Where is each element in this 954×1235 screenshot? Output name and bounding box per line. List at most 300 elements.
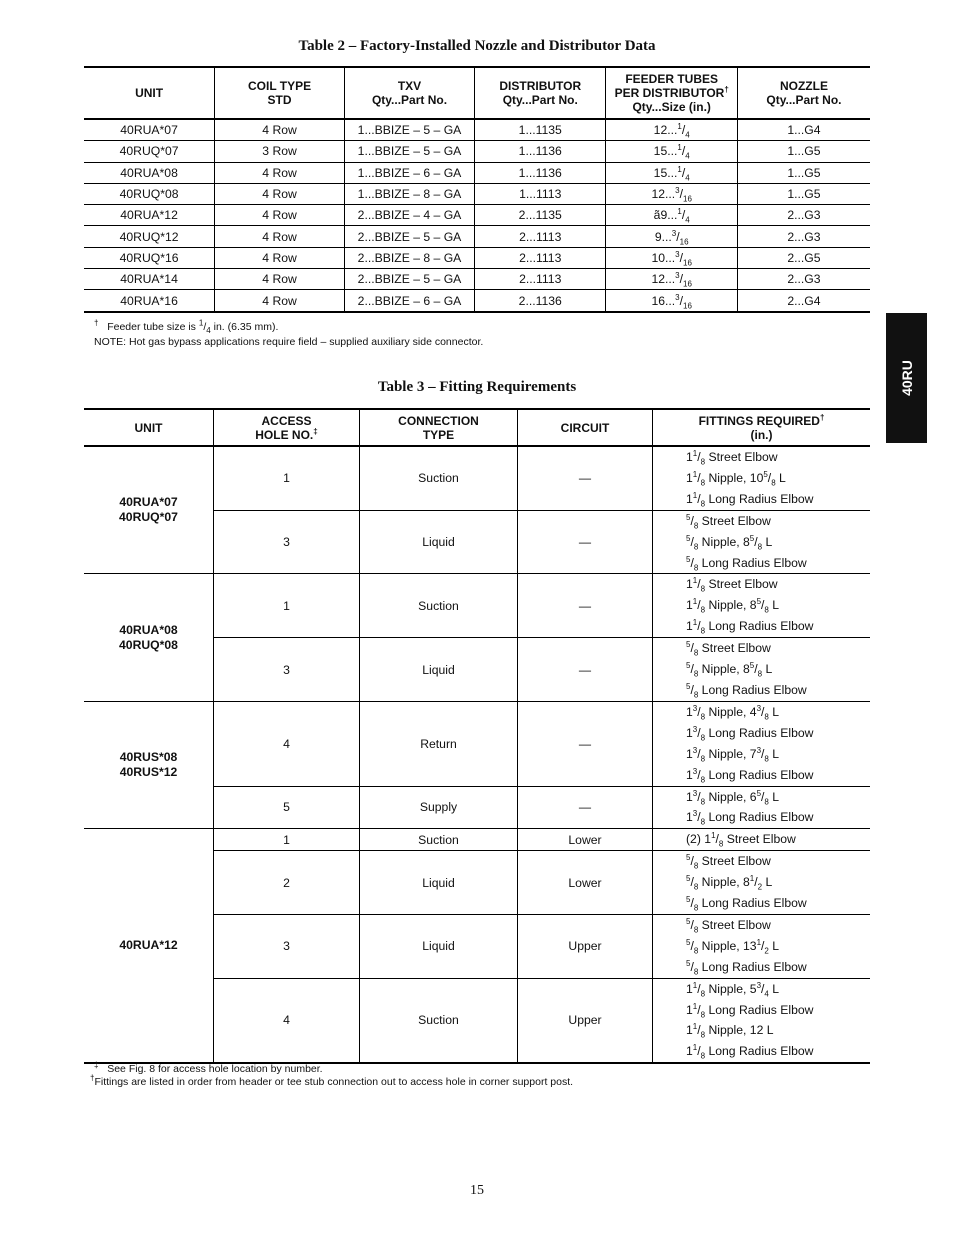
col-feeder-tubes: FEEDER TUBES PER DISTRIBUTOR† Qty...Size (in.) bbox=[606, 67, 737, 119]
fraction-denominator: 8 bbox=[693, 669, 699, 679]
cell-circuit: — bbox=[518, 786, 653, 829]
page-number: 15 bbox=[470, 1183, 484, 1198]
fitting-description: Long Radius Elbow bbox=[698, 555, 807, 570]
cell-feeder-tubes: $12...^1/_4$ bbox=[606, 119, 737, 141]
cell-feeder-tubes: $15...^1/_4$ bbox=[606, 162, 737, 183]
feeder-count: 12... bbox=[651, 272, 676, 287]
fraction-numerator: 1 bbox=[677, 164, 682, 174]
cell-nozzle: 2...G3 bbox=[737, 205, 870, 226]
cell-fittings bbox=[653, 978, 871, 1063]
fraction-numerator: 5 bbox=[686, 661, 691, 670]
fitting-item: (2) $1^1/_8$ Street Elbow bbox=[686, 831, 796, 849]
fraction-numerator: 1 bbox=[756, 937, 762, 947]
cell-txv: 2...BBIZE – 5 – GA bbox=[344, 226, 474, 247]
cell-txv: 2...BBIZE – 8 – GA bbox=[344, 247, 474, 268]
fraction-numerator: 1 bbox=[749, 874, 755, 884]
cell-circuit: — bbox=[518, 446, 653, 510]
cell-connection-type: Liquid bbox=[360, 638, 518, 702]
cell-unit: 40RUQ*12 bbox=[84, 226, 215, 247]
table2-header-row bbox=[84, 67, 870, 119]
fitting-item: $^5/_8$ Nipple, $8^1/_2$ L bbox=[686, 874, 773, 892]
fraction-numerator: 3 bbox=[675, 292, 680, 302]
fitting-description: Street Elbow bbox=[698, 917, 771, 932]
table-row bbox=[84, 829, 870, 851]
fitting-item: $1^3/_8$ Nipple, $7^3/_8$ L bbox=[686, 745, 780, 764]
fraction-denominator: 8 bbox=[771, 478, 776, 488]
fraction-numerator: 3 bbox=[692, 766, 698, 776]
fraction-denominator: 8 bbox=[700, 796, 706, 806]
fitting-description: Nipple, 8 bbox=[698, 534, 750, 549]
fitting-description: Nipple, 8 bbox=[705, 598, 757, 613]
fraction-numerator: 3 bbox=[692, 788, 698, 798]
fitting-description: Long Radius Elbow bbox=[705, 725, 814, 740]
col-distributor: DISTRIBUTOR Qty...Part No. bbox=[475, 67, 606, 119]
fitting-description: Nipple, 10 bbox=[705, 470, 764, 485]
cell-unit: 40RUA*12 bbox=[84, 205, 215, 226]
fitting-description: Long Radius Elbow bbox=[705, 1044, 814, 1059]
cell-coil-type: 4 Row bbox=[215, 226, 345, 247]
fitting-description: Nipple, 12 L bbox=[705, 1023, 774, 1038]
cell-feeder-tubes: $10...^3/_{16}$ bbox=[606, 247, 737, 268]
fraction-denominator: 8 bbox=[757, 669, 763, 679]
fraction-numerator: 5 bbox=[763, 469, 768, 479]
cell-connection-type: Liquid bbox=[360, 510, 518, 574]
fraction-numerator: 3 bbox=[756, 745, 762, 755]
cell-distributor: 1...1136 bbox=[475, 162, 606, 183]
fraction-numerator: 5 bbox=[686, 937, 691, 947]
fitting-size-whole: 1 bbox=[686, 725, 693, 740]
fitting-item: $1^1/_8$ Long Radius Elbow bbox=[686, 618, 814, 636]
cell-unit: 40RUA*16 bbox=[120, 293, 178, 308]
fraction-numerator: 1 bbox=[677, 122, 682, 132]
cell-connection-type: Return bbox=[360, 701, 518, 786]
fitting-description: Street Elbow bbox=[705, 450, 778, 464]
fraction-numerator: 5 bbox=[686, 512, 691, 522]
fitting-size-whole: 1 bbox=[686, 767, 693, 782]
cell-feeder-tubes: $9...^3/_{16}$ bbox=[606, 226, 737, 247]
cell-nozzle: 1...G5 bbox=[737, 162, 870, 183]
fitting-length-unit: L bbox=[768, 704, 780, 719]
fitting-size-whole: 1 bbox=[686, 746, 693, 761]
feeder-count: 15... bbox=[653, 165, 678, 180]
fraction-numerator: 3 bbox=[692, 724, 698, 734]
unit-model: 40RUQ*08 bbox=[119, 637, 178, 652]
fitting-size-whole: 1 bbox=[686, 470, 693, 485]
fraction-denominator: 8 bbox=[693, 542, 699, 552]
fraction-denominator: 8 bbox=[700, 584, 706, 594]
cell-circuit: — bbox=[518, 701, 653, 786]
unit-model: 40RUA*12 bbox=[119, 938, 178, 953]
cell-fittings bbox=[653, 786, 871, 829]
fraction-denominator: 16 bbox=[683, 194, 692, 204]
fraction-numerator: 5 bbox=[686, 554, 691, 564]
fitting-size-whole: 1 bbox=[686, 619, 693, 634]
fraction-numerator: 5 bbox=[686, 894, 691, 904]
fitting-length-unit: L bbox=[768, 598, 780, 613]
fitting-size-whole: (2) 1 bbox=[686, 832, 712, 847]
cell-unit bbox=[84, 829, 214, 1063]
fraction-denominator: 8 bbox=[700, 605, 706, 615]
cell-coil-type: 3 Row bbox=[215, 141, 345, 162]
fitting-length-unit: L bbox=[762, 534, 773, 549]
cell-distributor: 1...1113 bbox=[475, 183, 606, 204]
cell-connection-type: Suction bbox=[360, 446, 518, 510]
fraction-denominator: 8 bbox=[700, 817, 706, 827]
cell-nozzle: 1...G5 bbox=[737, 141, 870, 162]
fitting-description: Street Elbow bbox=[698, 641, 771, 656]
fitting-item: $^5/_8$ Long Radius Elbow bbox=[686, 894, 807, 913]
feeder-count: 16... bbox=[651, 293, 676, 308]
cell-connection-type: Suction bbox=[360, 978, 518, 1063]
fraction-denominator: 8 bbox=[693, 967, 699, 977]
fraction-numerator: 1 bbox=[677, 143, 682, 153]
cell-access-hole: 3 bbox=[214, 638, 360, 702]
fraction-numerator: 1 bbox=[692, 1022, 698, 1032]
cell-txv: 2...BBIZE – 4 – GA bbox=[344, 205, 474, 226]
fitting-item: $1^1/_8$ Nipple, $10^5/_8$ L bbox=[686, 469, 786, 488]
fitting-size-whole: 1 bbox=[686, 789, 693, 804]
fitting-description: Long Radius Elbow bbox=[705, 619, 814, 634]
cell-fittings bbox=[653, 914, 871, 978]
fraction-denominator: 8 bbox=[700, 989, 706, 999]
cell-circuit: — bbox=[518, 574, 653, 638]
fitting-length-unit: L bbox=[768, 789, 780, 804]
cell-circuit: — bbox=[518, 638, 653, 702]
fraction-denominator: 16 bbox=[683, 279, 692, 289]
cell-connection-type: Liquid bbox=[360, 851, 518, 915]
cell-nozzle: 2...G3 bbox=[737, 226, 870, 247]
col-unit: UNIT bbox=[84, 67, 215, 119]
cell-circuit: Lower bbox=[518, 829, 653, 851]
fraction-denominator: 8 bbox=[693, 946, 699, 956]
fitting-length-unit: L bbox=[768, 981, 780, 996]
fraction-numerator: 5 bbox=[749, 533, 755, 543]
fraction-numerator: 1 bbox=[692, 1043, 698, 1053]
cell-distributor: 1...1135 bbox=[475, 119, 606, 141]
fraction-denominator: 8 bbox=[700, 478, 706, 488]
fitting-description: Nipple, 8 bbox=[698, 875, 750, 890]
fitting-description: Nipple, 6 bbox=[705, 789, 757, 804]
fraction-numerator: 1 bbox=[677, 207, 682, 217]
cell-connection-type: Suction bbox=[360, 829, 518, 851]
table2-footnote: † Feeder tube size is $^1/_4$ in. (6.35 mm). bbox=[94, 318, 279, 336]
fraction-denominator: 2 bbox=[764, 946, 769, 956]
table3-footnote-1: ‡ See Fig. 8 for access hole location by number. bbox=[94, 1060, 323, 1075]
fraction-denominator: 16 bbox=[683, 258, 692, 268]
col-coil-type: COIL TYPE STD bbox=[215, 67, 345, 119]
cell-fittings bbox=[653, 574, 871, 638]
fraction-denominator: 8 bbox=[700, 499, 706, 509]
fitting-item: $1^3/_8$ Nipple, $6^5/_8$ L bbox=[686, 788, 780, 806]
table-row bbox=[84, 701, 870, 786]
cell-fittings bbox=[653, 510, 871, 574]
fraction-denominator: 8 bbox=[700, 626, 706, 636]
table-row bbox=[84, 446, 870, 510]
cell-access-hole: 2 bbox=[214, 851, 360, 915]
fitting-description: Long Radius Elbow bbox=[698, 682, 807, 697]
fitting-description: Long Radius Elbow bbox=[705, 810, 814, 825]
fraction-denominator: 4 bbox=[685, 173, 690, 183]
feeder-count: 12... bbox=[651, 187, 676, 202]
cell-connection-type: Suction bbox=[360, 574, 518, 638]
fraction-denominator: 8 bbox=[693, 690, 699, 700]
col-access-hole: ACCESS HOLE NO.‡ bbox=[214, 409, 360, 446]
cell-txv: 1...BBIZE – 5 – GA bbox=[344, 141, 474, 162]
cell-coil-type: 4 Row bbox=[215, 119, 345, 141]
cell-circuit: Lower bbox=[518, 851, 653, 915]
cell-feeder-tubes: $15...^1/_4$ bbox=[606, 141, 737, 162]
cell-fittings bbox=[653, 829, 871, 851]
unit-model: 40RUA*08 bbox=[119, 622, 178, 637]
fraction-numerator: 3 bbox=[756, 980, 762, 990]
col-unit: UNIT bbox=[84, 409, 214, 446]
table-row bbox=[84, 269, 870, 290]
fitting-item: $^5/_8$ Street Elbow bbox=[686, 640, 771, 658]
fraction-denominator: 8 bbox=[700, 712, 706, 722]
cell-unit bbox=[84, 574, 214, 701]
fitting-description: Street Elbow bbox=[698, 513, 771, 528]
fraction-denominator: 8 bbox=[693, 882, 699, 892]
fitting-size-whole: 1 bbox=[686, 1044, 693, 1059]
fraction-denominator: 16 bbox=[683, 300, 692, 310]
fraction-denominator: 8 bbox=[700, 1051, 706, 1061]
fraction-numerator: 1 bbox=[692, 618, 698, 628]
fraction-numerator: 5 bbox=[749, 661, 755, 670]
fitting-item: $^5/_8$ Nipple, $8^5/_8$ L bbox=[686, 533, 773, 552]
cell-connection-type: Liquid bbox=[360, 914, 518, 978]
fitting-size-whole: 1 bbox=[686, 1023, 693, 1038]
cell-unit: 40RUA*14 bbox=[84, 269, 215, 290]
fitting-item: $^5/_8$ Street Elbow bbox=[686, 512, 771, 531]
cell-access-hole: 3 bbox=[214, 914, 360, 978]
cell-circuit: Upper bbox=[518, 978, 653, 1063]
fitting-item: $^5/_8$ Long Radius Elbow bbox=[686, 958, 807, 977]
fraction-denominator: 8 bbox=[700, 457, 706, 467]
fraction-numerator: 3 bbox=[675, 271, 680, 281]
fraction-denominator: 2 bbox=[757, 882, 763, 892]
fraction-denominator: 8 bbox=[693, 903, 699, 913]
unit-model: 40RUQ*07 bbox=[119, 510, 178, 525]
fitting-description: Nipple, 13 bbox=[698, 938, 757, 953]
cell-feeder-tubes: $12...^3/_{16}$ bbox=[606, 269, 737, 290]
fitting-item: $1^1/_8$ Street Elbow bbox=[686, 448, 778, 467]
fitting-item: $1^3/_8$ Long Radius Elbow bbox=[686, 724, 814, 743]
feeder-count: 15... bbox=[653, 144, 678, 159]
fitting-description: Long Radius Elbow bbox=[698, 896, 807, 911]
cell-nozzle: 2...G3 bbox=[737, 269, 870, 290]
fitting-item: $^5/_8$ Long Radius Elbow bbox=[686, 554, 807, 572]
cell-distributor: 2...1113 bbox=[475, 247, 606, 268]
fitting-item: $1^1/_8$ Nipple, $5^3/_4$ L bbox=[686, 980, 780, 999]
col-connection-type: CONNECTION TYPE bbox=[360, 409, 518, 446]
section-side-tab: 40RU bbox=[886, 313, 927, 443]
fraction-numerator: 5 bbox=[686, 681, 691, 691]
col-circuit: CIRCUIT bbox=[518, 409, 653, 446]
fraction-numerator: 5 bbox=[756, 597, 762, 607]
fraction-numerator: 3 bbox=[692, 703, 698, 713]
fraction-numerator: 5 bbox=[686, 958, 691, 968]
nozzle-distributor-table bbox=[84, 66, 870, 313]
cell-txv: 2...BBIZE – 6 – GA bbox=[344, 290, 474, 312]
cell-fittings bbox=[653, 446, 871, 510]
table3-title: Table 3 – Fitting Requirements bbox=[377, 379, 577, 395]
cell-txv: 1...BBIZE – 8 – GA bbox=[344, 183, 474, 204]
fraction-numerator: 5 bbox=[686, 640, 691, 650]
fraction-denominator: 8 bbox=[693, 562, 699, 572]
cell-fittings bbox=[653, 851, 871, 915]
table-row bbox=[84, 574, 870, 638]
fraction-numerator: 1 bbox=[692, 1001, 698, 1011]
col-nozzle: NOZZLE Qty...Part No. bbox=[737, 67, 870, 119]
fraction-numerator: 5 bbox=[686, 916, 691, 926]
cell-fittings bbox=[653, 638, 871, 702]
fraction-numerator: 3 bbox=[675, 185, 680, 195]
fraction-denominator: 8 bbox=[700, 1010, 706, 1019]
cell-access-hole: 1 bbox=[214, 829, 360, 851]
cell-connection-type: Supply bbox=[360, 786, 518, 829]
cell-access-hole: 1 bbox=[214, 574, 360, 638]
cell-access-hole: 4 bbox=[214, 978, 360, 1063]
fitting-description: Nipple, 7 bbox=[705, 746, 757, 761]
cell-coil-type: 4 Row bbox=[215, 183, 345, 204]
col-txv: TXV Qty...Part No. bbox=[344, 67, 474, 119]
fitting-description: Street Elbow bbox=[723, 832, 796, 847]
fitting-item: $1^1/_8$ Nipple, 12 L bbox=[686, 1022, 774, 1040]
fraction-numerator: 1 bbox=[692, 980, 698, 990]
fitting-item: $1^1/_8$ Long Radius Elbow bbox=[686, 1043, 814, 1061]
feeder-count: 12... bbox=[653, 123, 678, 138]
table-row bbox=[84, 205, 870, 226]
fraction-numerator: 5 bbox=[756, 788, 762, 798]
fitting-size-whole: 1 bbox=[686, 598, 693, 613]
cell-txv: 1...BBIZE – 6 – GA bbox=[344, 162, 474, 183]
cell-nozzle: 1...G4 bbox=[737, 119, 870, 141]
table-row bbox=[84, 119, 870, 141]
fitting-item: $^5/_8$ Street Elbow bbox=[686, 853, 771, 871]
fraction-numerator: 1 bbox=[692, 448, 698, 458]
fraction-denominator: 8 bbox=[700, 1030, 706, 1040]
fraction-numerator: 1 bbox=[692, 490, 698, 500]
fraction-numerator: 3 bbox=[692, 809, 698, 819]
cell-unit bbox=[84, 701, 214, 828]
fraction-denominator: 8 bbox=[764, 712, 769, 722]
cell-access-hole: 5 bbox=[214, 786, 360, 829]
fitting-description: Street Elbow bbox=[698, 854, 771, 869]
fraction-numerator: 3 bbox=[671, 228, 677, 238]
fitting-item: $^5/_8$ Street Elbow bbox=[686, 916, 771, 935]
fraction-numerator: 3 bbox=[692, 745, 698, 755]
table-row bbox=[84, 162, 870, 183]
cell-coil-type: 4 Row bbox=[215, 290, 345, 312]
table2-note: NOTE: Hot gas bypass applications require field – supplied auxiliary side connector. bbox=[94, 336, 484, 348]
cell-feeder-tubes: $ã9...^1/_4$ bbox=[606, 205, 737, 226]
table3-footnote-2: †Fittings are listed in order from header or tee stub connection out to access hole in corner support post. bbox=[90, 1073, 574, 1088]
fraction-numerator: 5 bbox=[686, 853, 691, 863]
cell-fittings bbox=[653, 701, 871, 786]
table-row bbox=[84, 226, 870, 247]
fraction-denominator: 4 bbox=[685, 215, 690, 225]
feeder-count: 10... bbox=[651, 250, 676, 265]
unit-model: 40RUS*08 bbox=[119, 750, 178, 765]
fitting-length-unit: L bbox=[762, 662, 773, 677]
fraction-numerator: 1 bbox=[711, 831, 716, 841]
fraction-numerator: 3 bbox=[756, 703, 762, 713]
table3-header-row bbox=[84, 409, 870, 446]
fitting-item: $1^1/_8$ Long Radius Elbow bbox=[686, 1001, 814, 1019]
fitting-size-whole: 1 bbox=[686, 704, 693, 719]
cell-access-hole: 4 bbox=[214, 701, 360, 786]
fraction-denominator: 8 bbox=[764, 796, 769, 806]
fraction-numerator: 1 bbox=[692, 469, 698, 479]
fitting-item: $^5/_8$ Long Radius Elbow bbox=[686, 681, 807, 700]
fitting-size-whole: 1 bbox=[686, 1002, 693, 1017]
cell-circuit: Upper bbox=[518, 914, 653, 978]
fitting-description: Nipple, 4 bbox=[705, 704, 757, 719]
cell-distributor: 2...1135 bbox=[475, 205, 606, 226]
fitting-item: $1^3/_8$ Nipple, $4^3/_8$ L bbox=[686, 703, 780, 722]
fraction-denominator: 8 bbox=[700, 754, 706, 764]
cell-unit: 40RUQ*16 bbox=[84, 247, 215, 268]
fitting-length-unit: L bbox=[775, 470, 786, 485]
fitting-item: $1^3/_8$ Long Radius Elbow bbox=[686, 809, 814, 827]
fitting-item: $1^1/_8$ Long Radius Elbow bbox=[686, 490, 814, 509]
fitting-length-unit: L bbox=[768, 938, 780, 953]
fraction-denominator: 8 bbox=[718, 839, 724, 849]
feeder-count: ã9... bbox=[653, 208, 678, 223]
cell-distributor: 2...1113 bbox=[475, 269, 606, 290]
table-row bbox=[84, 183, 870, 204]
cell-unit: 40RUA*07 bbox=[84, 119, 215, 141]
cell-coil-type: 4 Row bbox=[215, 205, 345, 226]
fraction-numerator: 1 bbox=[692, 597, 698, 607]
fraction-denominator: 16 bbox=[679, 237, 689, 247]
cell-coil-type: 4 Row bbox=[215, 162, 345, 183]
fraction-numerator: 1 bbox=[692, 576, 698, 586]
cell-access-hole: 3 bbox=[214, 510, 360, 574]
fitting-length-unit: L bbox=[762, 875, 773, 890]
fraction-numerator: 3 bbox=[675, 249, 680, 259]
table2-title: Table 2 – Factory-Installed Nozzle and Distributor Data bbox=[298, 38, 656, 54]
cell-nozzle: 2...G4 bbox=[737, 290, 870, 312]
fraction-denominator: 8 bbox=[693, 521, 699, 531]
table-row bbox=[84, 247, 870, 268]
unit-model: 40RUA*07 bbox=[119, 495, 178, 510]
feeder-count: 9... bbox=[654, 229, 672, 244]
fraction-denominator: 8 bbox=[757, 542, 763, 552]
cell-unit: 40RUA*08 bbox=[84, 162, 215, 183]
fitting-item: $1^3/_8$ Long Radius Elbow bbox=[686, 766, 814, 785]
fitting-item: $1^1/_8$ Nipple, $8^5/_8$ L bbox=[686, 597, 780, 615]
cell-distributor: 1...1136 bbox=[475, 141, 606, 162]
fraction-denominator: 8 bbox=[693, 925, 699, 935]
fraction-denominator: 8 bbox=[693, 648, 699, 658]
fraction-denominator: 4 bbox=[764, 989, 769, 999]
col-fittings-required: FITTINGS REQUIRED† (in.) bbox=[653, 409, 871, 446]
unit-model: 40RUS*12 bbox=[119, 765, 178, 780]
cell-feeder-tubes: $12...^3/_{16}$ bbox=[606, 183, 737, 204]
fraction-numerator: 5 bbox=[686, 874, 691, 884]
fraction-denominator: 8 bbox=[764, 754, 769, 764]
cell-circuit: — bbox=[518, 510, 653, 574]
fitting-size-whole: 1 bbox=[686, 981, 693, 996]
fraction-denominator: 4 bbox=[685, 151, 690, 161]
fitting-item: $^5/_8$ Nipple, $8^5/_8$ L bbox=[686, 661, 773, 679]
cell-nozzle: 1...G5 bbox=[737, 183, 870, 204]
fitting-description: Long Radius Elbow bbox=[705, 767, 814, 782]
cell-access-hole: 1 bbox=[214, 446, 360, 510]
cell-coil-type: 4 Row bbox=[215, 247, 345, 268]
fraction-denominator: 8 bbox=[693, 861, 699, 871]
